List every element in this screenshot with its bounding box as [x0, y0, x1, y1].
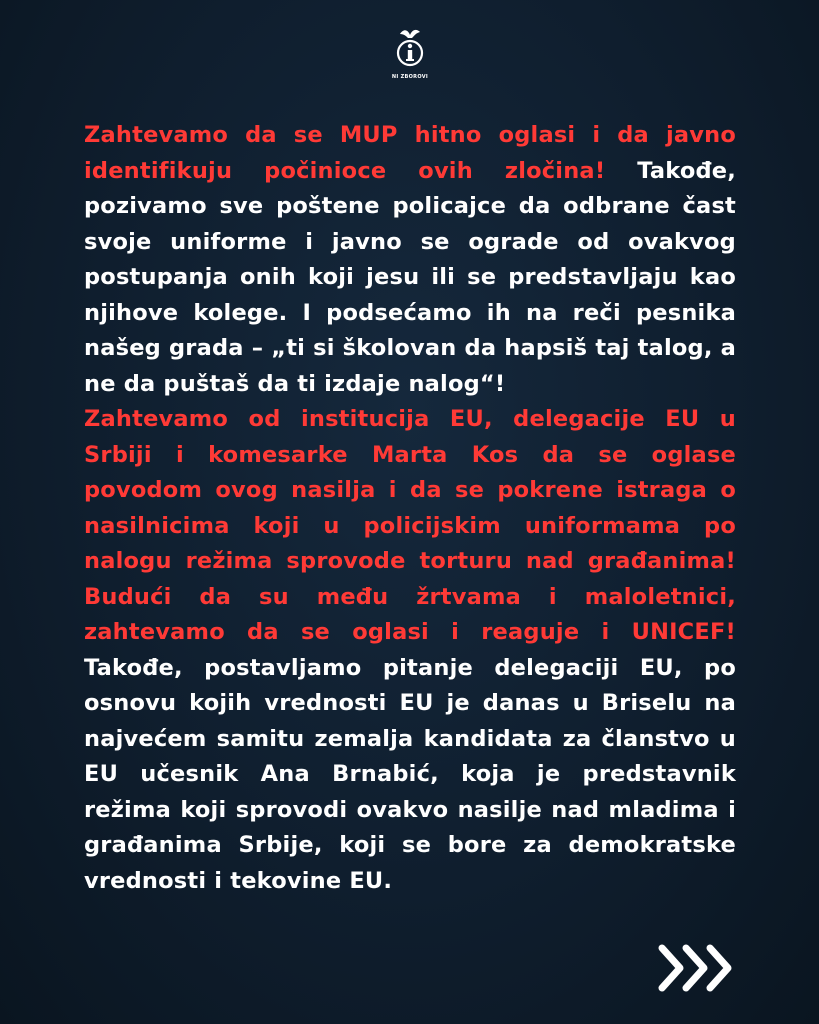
paragraph-body: Takođe, postavljamo pitanje delegaciji EU, po osnovu kojih vrednosti EU je danas u Briselu na najvećem samitu zemalja kandidata za članstvo u EU učesnik Ana Brnabić, koja je predstavnik režima koji sprovodi ovakvo nasilje nad mladima i građanima Srbije, koji se bore za demokratske vrednosti i tekovine EU. — [84, 654, 736, 894]
demand-highlight: Zahtevamo od institucija EU, delegacije EU u Srbiji i komesarke Marta Kos da se oglase povodom ovog nasilja i da se pokrene istraga o nasilnicima koji u policijskim uniformama po nalogu režima sprovode torturu nad građanima! Budući da su među žrtvama i maloletnici, zahtevamo da se oglasi i reaguje i UNICEF! — [84, 406, 736, 645]
statement-text — [84, 118, 736, 899]
logo — [390, 26, 430, 84]
next-slide-button[interactable] — [656, 942, 738, 994]
demand-highlight: Zahtevamo da se MUP hitno oglasi i da javno identifikuju počinioce ovih zločina! — [84, 122, 736, 184]
paragraph-2 — [84, 402, 736, 899]
dove-info-logo-icon — [396, 26, 424, 72]
triple-chevron-right-icon — [656, 942, 738, 994]
paragraph-body: Takođe, pozivamo sve poštene policajce da odbrane čast svoje uniforme i javno se ograde od ovakvog postupanja onih koji jesu ili se predstavljaju kao njihove kolege. I podsećamo ih na reči pesnika našeg grada – „ti si školovan da hapsiš taj talog, a ne da puštaš da ti izdaje nalog“! — [84, 157, 736, 397]
paragraph-1 — [84, 118, 736, 402]
logo-caption: NI ZBOROVI — [391, 74, 429, 80]
